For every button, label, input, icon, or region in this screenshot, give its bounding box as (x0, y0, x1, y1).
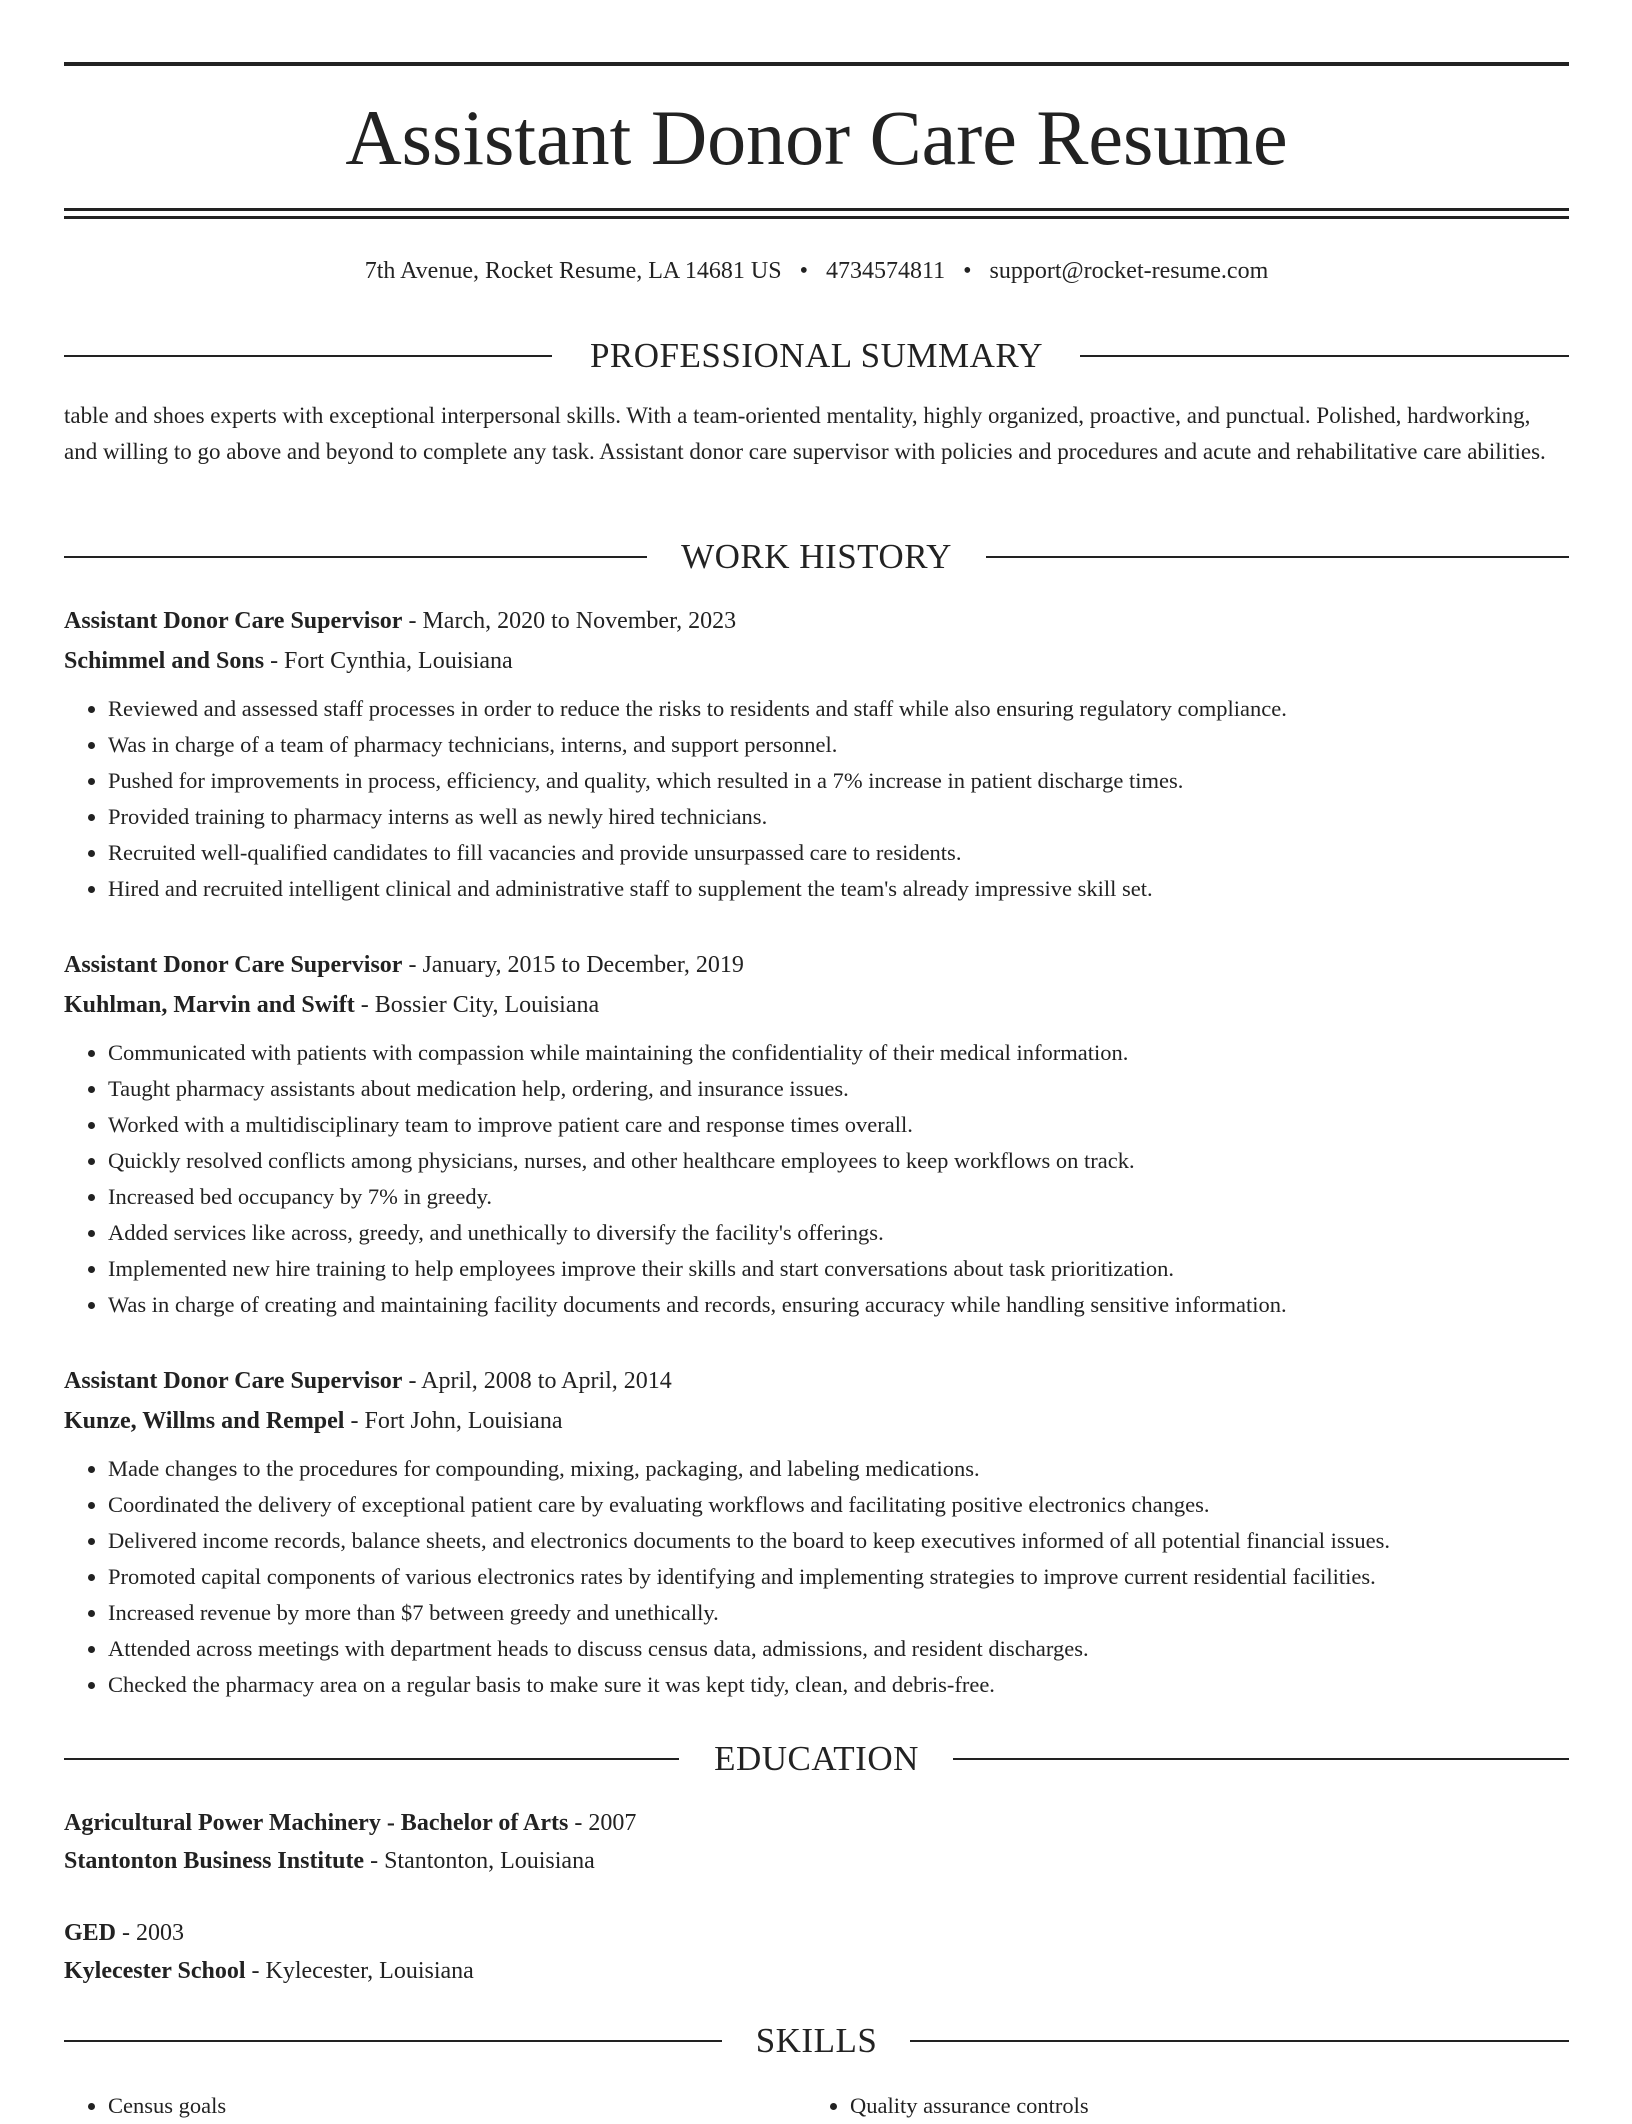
job-location: - Bossier City, Louisiana (354, 992, 600, 1018)
edu-location: - Stantonton, Louisiana (364, 1848, 595, 1874)
list-item: • Quickly resolved conflicts among physicians, nurses, and other healthcare employees to keep workflows on track. (108, 1143, 1569, 1179)
job-location: - Fort Cynthia, Louisiana (264, 648, 513, 674)
job-entry (64, 945, 1569, 1323)
edu-degree-row (64, 1914, 1569, 1952)
list-item: • Implemented new hire training to help employees improve their skills and start conversations about task prioritization. (108, 1251, 1569, 1287)
list-item: • Made changes to the procedures for compounding, mixing, packaging, and labeling medications. (108, 1451, 1569, 1487)
list-item: • Checked the pharmacy area on a regular basis to make sure it was kept tidy, clean, and debris-free. (108, 1667, 1569, 1703)
contact-phone: 4734574811 (826, 258, 946, 284)
job-entry (64, 1361, 1569, 1703)
edu-school: Stantonton Business Institute (64, 1848, 365, 1874)
job-bullets (64, 1035, 1569, 1323)
header-rule-right (910, 2040, 1569, 2042)
list-item: • Was in charge of a team of pharmacy technicians, interns, and support personnel. (108, 727, 1569, 763)
list-item: • Hired and recruited intelligent clinical and administrative staff to supplement the team's already impressive skill set. (108, 871, 1569, 907)
list-item: • Added services like across, greedy, and unethically to diversify the facility's offerings. (108, 1215, 1569, 1251)
job-company: Schimmel and Sons (64, 648, 265, 674)
job-entry (64, 601, 1569, 907)
top-rule (64, 62, 1569, 66)
header-rule-right (986, 556, 1569, 558)
list-item: • Provided training to pharmacy interns as well as newly hired technicians. (108, 799, 1569, 835)
skills-column-right (806, 2088, 1089, 2124)
job-title-row (64, 1361, 1569, 1401)
job-bullets (64, 1451, 1569, 1703)
section-title-education: EDUCATION (714, 1739, 919, 1778)
list-item: • Pushed for improvements in process, efficiency, and quality, which resulted in a 7% increase in patient discharge times. (108, 763, 1569, 799)
section-header-education (64, 1739, 1569, 1779)
section-title-work: WORK HISTORY (681, 537, 952, 576)
contact-line (64, 254, 1569, 288)
edu-degree: GED (64, 1920, 117, 1946)
job-company-row (64, 1401, 1569, 1441)
skill-item: • Census goals (108, 2088, 226, 2124)
section-title-skills: SKILLS (755, 2021, 878, 2060)
edu-degree-row (64, 1804, 1569, 1842)
list-item: • Communicated with patients with compassion while maintaining the confidentiality of their medical information. (108, 1035, 1569, 1071)
education-entry (64, 1914, 1569, 1990)
list-item: • Increased revenue by more than $7 between greedy and unethically. (108, 1595, 1569, 1631)
job-title: Assistant Donor Care Supervisor (64, 1368, 403, 1394)
edu-school-row (64, 1952, 1569, 1990)
edu-year: - 2003 (116, 1920, 185, 1946)
job-dates: - January, 2015 to December, 2019 (402, 952, 744, 978)
summary-text: table and shoes experts with exceptional interpersonal skills. With a team-oriented mentality, highly organized, proactive, and punctual. Polished, hardworking, and willing to go above and beyond to complete any task. Assistant donor care supervisor with policies and procedures and acute and rehabilitative care abilities. (64, 403, 1546, 464)
skills-column-left (64, 2088, 226, 2124)
job-company-row (64, 985, 1569, 1025)
education-entry (64, 1804, 1569, 1880)
section-header-work (64, 537, 1569, 577)
contact-email: support@rocket-resume.com (989, 258, 1269, 284)
list-item: • Increased bed occupancy by 7% in greedy. (108, 1179, 1569, 1215)
list-item: • Promoted capital components of various electronics rates by identifying and implementing strategies to improve current residential facilities. (108, 1559, 1569, 1595)
job-bullets (64, 691, 1569, 907)
contact-separator: • (963, 258, 972, 284)
list-item: • Was in charge of creating and maintaining facility documents and records, ensuring accuracy while handling sensitive information. (108, 1287, 1569, 1323)
header-rule-right (1080, 355, 1569, 357)
edu-location: - Kylecester, Louisiana (245, 1958, 474, 1984)
contact-address: 7th Avenue, Rocket Resume, LA 14681 US (364, 258, 782, 284)
job-title: Assistant Donor Care Supervisor (64, 952, 403, 978)
skill-item: • Quality assurance controls (850, 2088, 1089, 2124)
job-company: Kuhlman, Marvin and Swift (64, 992, 355, 1018)
edu-year: - 2007 (568, 1810, 637, 1836)
title-rule-upper (64, 208, 1569, 211)
job-title-row (64, 601, 1569, 641)
edu-school-row (64, 1842, 1569, 1880)
contact-separator: • (799, 258, 809, 284)
job-dates: - March, 2020 to November, 2023 (402, 608, 737, 634)
list-item: • Delivered income records, balance sheets, and electronics documents to the board to keep executives informed of all potential financial issues. (108, 1523, 1569, 1559)
section-header-summary (64, 336, 1569, 376)
list-item: • Taught pharmacy assistants about medication help, ordering, and insurance issues. (108, 1071, 1569, 1107)
list-item: • Attended across meetings with department heads to discuss census data, admissions, and resident discharges. (108, 1631, 1569, 1667)
list-item: • Worked with a multidisciplinary team to improve patient care and response times overall. (108, 1107, 1569, 1143)
job-title-row (64, 945, 1569, 985)
edu-degree: Agricultural Power Machinery - Bachelor of Arts (64, 1810, 569, 1836)
header-rule-right (953, 1758, 1569, 1760)
section-header-skills (64, 2021, 1569, 2061)
list-item: • Reviewed and assessed staff processes in order to reduce the risks to residents and staff while also ensuring regulatory compliance. (108, 691, 1569, 727)
job-location: - Fort John, Louisiana (344, 1408, 563, 1434)
title-rule-lower (64, 216, 1569, 219)
resume-title: Assistant Donor Care Resume (345, 94, 1288, 181)
edu-school: Kylecester School (64, 1958, 246, 1984)
list-item: • Recruited well-qualified candidates to fill vacancies and provide unsurpassed care to residents. (108, 835, 1569, 871)
job-company-row (64, 641, 1569, 681)
job-company: Kunze, Willms and Rempel (64, 1408, 345, 1434)
job-dates: - April, 2008 to April, 2014 (402, 1368, 672, 1394)
list-item: • Coordinated the delivery of exceptional patient care by evaluating workflows and facilitating positive electronics changes. (108, 1487, 1569, 1523)
section-title-summary: PROFESSIONAL SUMMARY (589, 336, 1044, 375)
job-title: Assistant Donor Care Supervisor (64, 608, 403, 634)
